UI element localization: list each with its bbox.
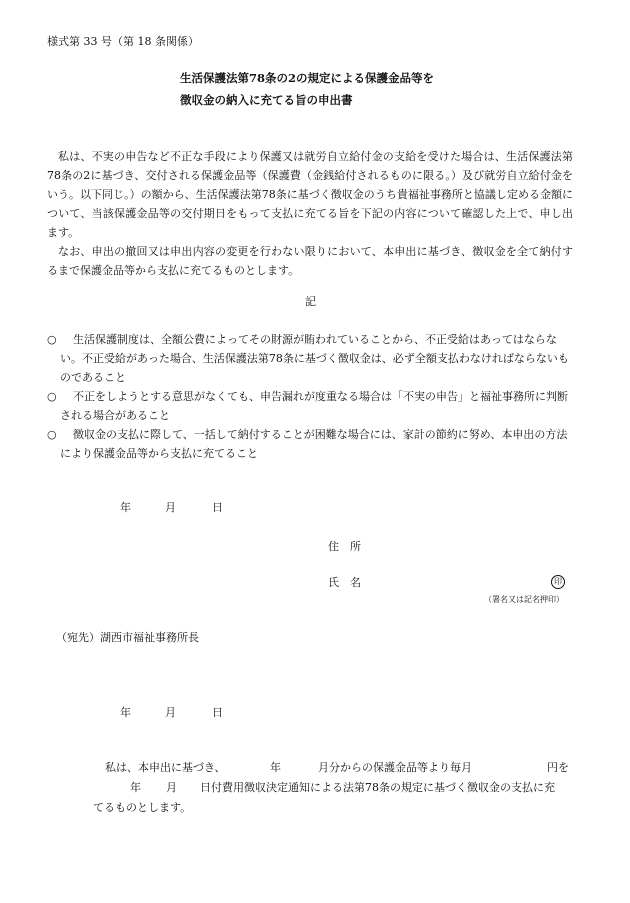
list-item bbox=[47, 330, 575, 387]
addressee: （宛先）湖西市福祉事務所長 bbox=[56, 631, 199, 644]
bullet-mark: ○ bbox=[47, 390, 57, 403]
list-item-text: 生活保護制度は、全額公費によってその財源が賄われていることから、不正受給はあってはならない。不正受給があった場合、生活保護法第78条に基づく徴収金は、必ず全額支払わなければならないものであること bbox=[60, 333, 569, 384]
form-number: 様式第 33 号（第 18 条関係） bbox=[47, 35, 199, 48]
date-year-label: 年 bbox=[120, 501, 131, 514]
date-month-label: 月 bbox=[165, 706, 176, 719]
signature-note: （署名又は記名押印） bbox=[484, 595, 564, 604]
intro-paragraph: 私は、不実の申告など不正な手段により保護又は就労自立給付金の支給を受けた場合は、生活保護法第78条の2に基づき、交付される保護金品等（保護費（金銭給付されるものに限る。）及び就労自立給付金をいう。以下同じ。）の額から、生活保護法第78条に基づく徴収金のうち貴福祉事務所と協議し定める金額について、当該保護金品等の交付期日をもって支払に充てる旨を下記の内容について確認した上で、申し出ます。 bbox=[47, 150, 573, 239]
list-item-text: 不正をしようとする意思がなくても、申告漏れが度重なる場合は「不実の申告」と福祉事務所に判断される場合があること bbox=[60, 390, 568, 422]
date-day-label: 日 bbox=[212, 501, 223, 514]
bullet-mark: ○ bbox=[47, 333, 57, 346]
list-item bbox=[47, 387, 575, 425]
name-label: 氏 名 bbox=[328, 576, 361, 589]
list-item bbox=[47, 425, 575, 463]
statement-text: てるものとします。 bbox=[93, 801, 192, 814]
list-item-text: 徴収金の支払に際して、一括して納付することが困難な場合には、家計の節約に努め、本申出の方法により保護金品等から支払に充てること bbox=[60, 428, 568, 460]
statement-text: 月分からの保護金品等より毎月 bbox=[318, 761, 472, 774]
title-line-2: 徴収金の納入に充てる旨の申出書 bbox=[180, 93, 353, 107]
address-label: 住 所 bbox=[328, 540, 361, 553]
statement-yen-label: 円を bbox=[547, 761, 569, 774]
ki-heading: 記 bbox=[305, 295, 316, 308]
bullet-mark: ○ bbox=[47, 428, 57, 441]
statement-text: 日付費用徴収決定通知による法第78条の規定に基づく徴収金の支払に充 bbox=[200, 781, 555, 794]
seal-mark: 印 bbox=[551, 575, 565, 589]
statement-text: 私は、本申出に基づき、 bbox=[105, 761, 226, 774]
statement-year-label: 年 bbox=[130, 781, 141, 794]
date-month-label: 月 bbox=[165, 501, 176, 514]
statement-month-label: 月 bbox=[166, 781, 177, 794]
date-day-label: 日 bbox=[212, 706, 223, 719]
statement-year-label: 年 bbox=[270, 761, 281, 774]
withdrawal-paragraph: なお、申出の撤回又は申出内容の変更を行わない限りにおいて、本申出に基づき、徴収金を全て納付するまで保護金品等から支払に充てるものとします。 bbox=[47, 245, 573, 277]
title-line-1: 生活保護法第78条の2の規定による保護金品等を bbox=[180, 71, 435, 85]
date-year-label: 年 bbox=[120, 706, 131, 719]
